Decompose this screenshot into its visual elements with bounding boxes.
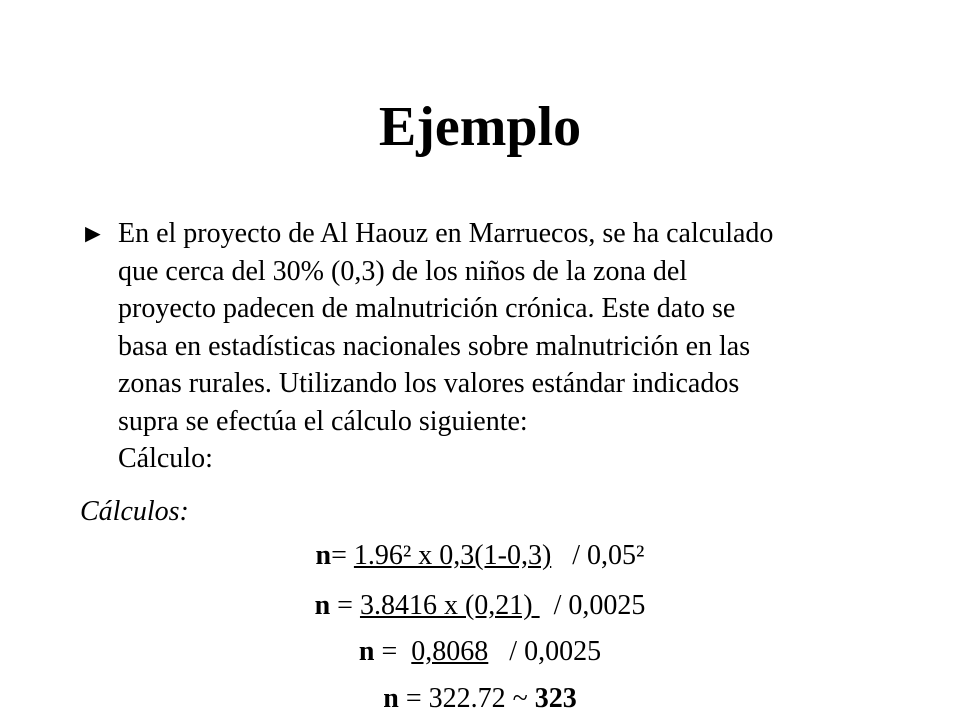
bullet-line: supra se efectúa el cálculo siguiente: <box>118 405 528 437</box>
slide-title: Ejemplo <box>378 96 582 158</box>
formula-numerator: 3.8416 x (0,21) <box>359 590 540 621</box>
bullet-line: proyecto padecen de malnutrición crónica. Este dato se <box>118 293 736 324</box>
formula-numerator: 1.96² x 0,3(1-0,3) <box>353 540 552 571</box>
formula-equals: = <box>330 590 360 621</box>
formula-line-2 <box>0 588 960 624</box>
formula-variable: n <box>358 636 375 667</box>
formula-result: 323 <box>534 683 577 714</box>
formula-result-line <box>0 681 960 717</box>
formula-numerator: 0,8068 <box>411 636 489 667</box>
bullet-text <box>118 215 880 478</box>
bullet-line: En el proyecto de Al Haouz en Marruecos, se ha calculado <box>118 218 774 249</box>
formula-variable: n <box>315 540 332 571</box>
bullet-line: basa en estadísticas nacionales sobre malnutrición en las <box>118 330 751 362</box>
formula-denominator: / 0,0025 <box>539 590 646 621</box>
formula-line-3 <box>0 634 960 670</box>
formula-denominator: / 0,05² <box>551 540 645 571</box>
formula-denominator: / 0,0025 <box>488 636 602 667</box>
formula-equals: = <box>374 636 412 667</box>
triangle-bullet-icon: ► <box>80 219 106 248</box>
calculos-label: Cálculos: <box>80 496 189 527</box>
bullet-line: que cerca del 30% (0,3) de los niños de la zona del <box>118 255 688 287</box>
bullet-line: zonas rurales. Utilizando los valores estándar indicados <box>118 368 740 399</box>
formula-line-1 <box>0 538 960 574</box>
bullet-line: Cálculo: <box>118 443 213 474</box>
formula-equals: = 322.72 ~ <box>398 683 535 714</box>
formula-variable: n <box>314 590 331 621</box>
formula-variable: n <box>383 683 399 714</box>
formula-equals: = <box>331 540 354 571</box>
bullet-paragraph <box>80 215 880 478</box>
